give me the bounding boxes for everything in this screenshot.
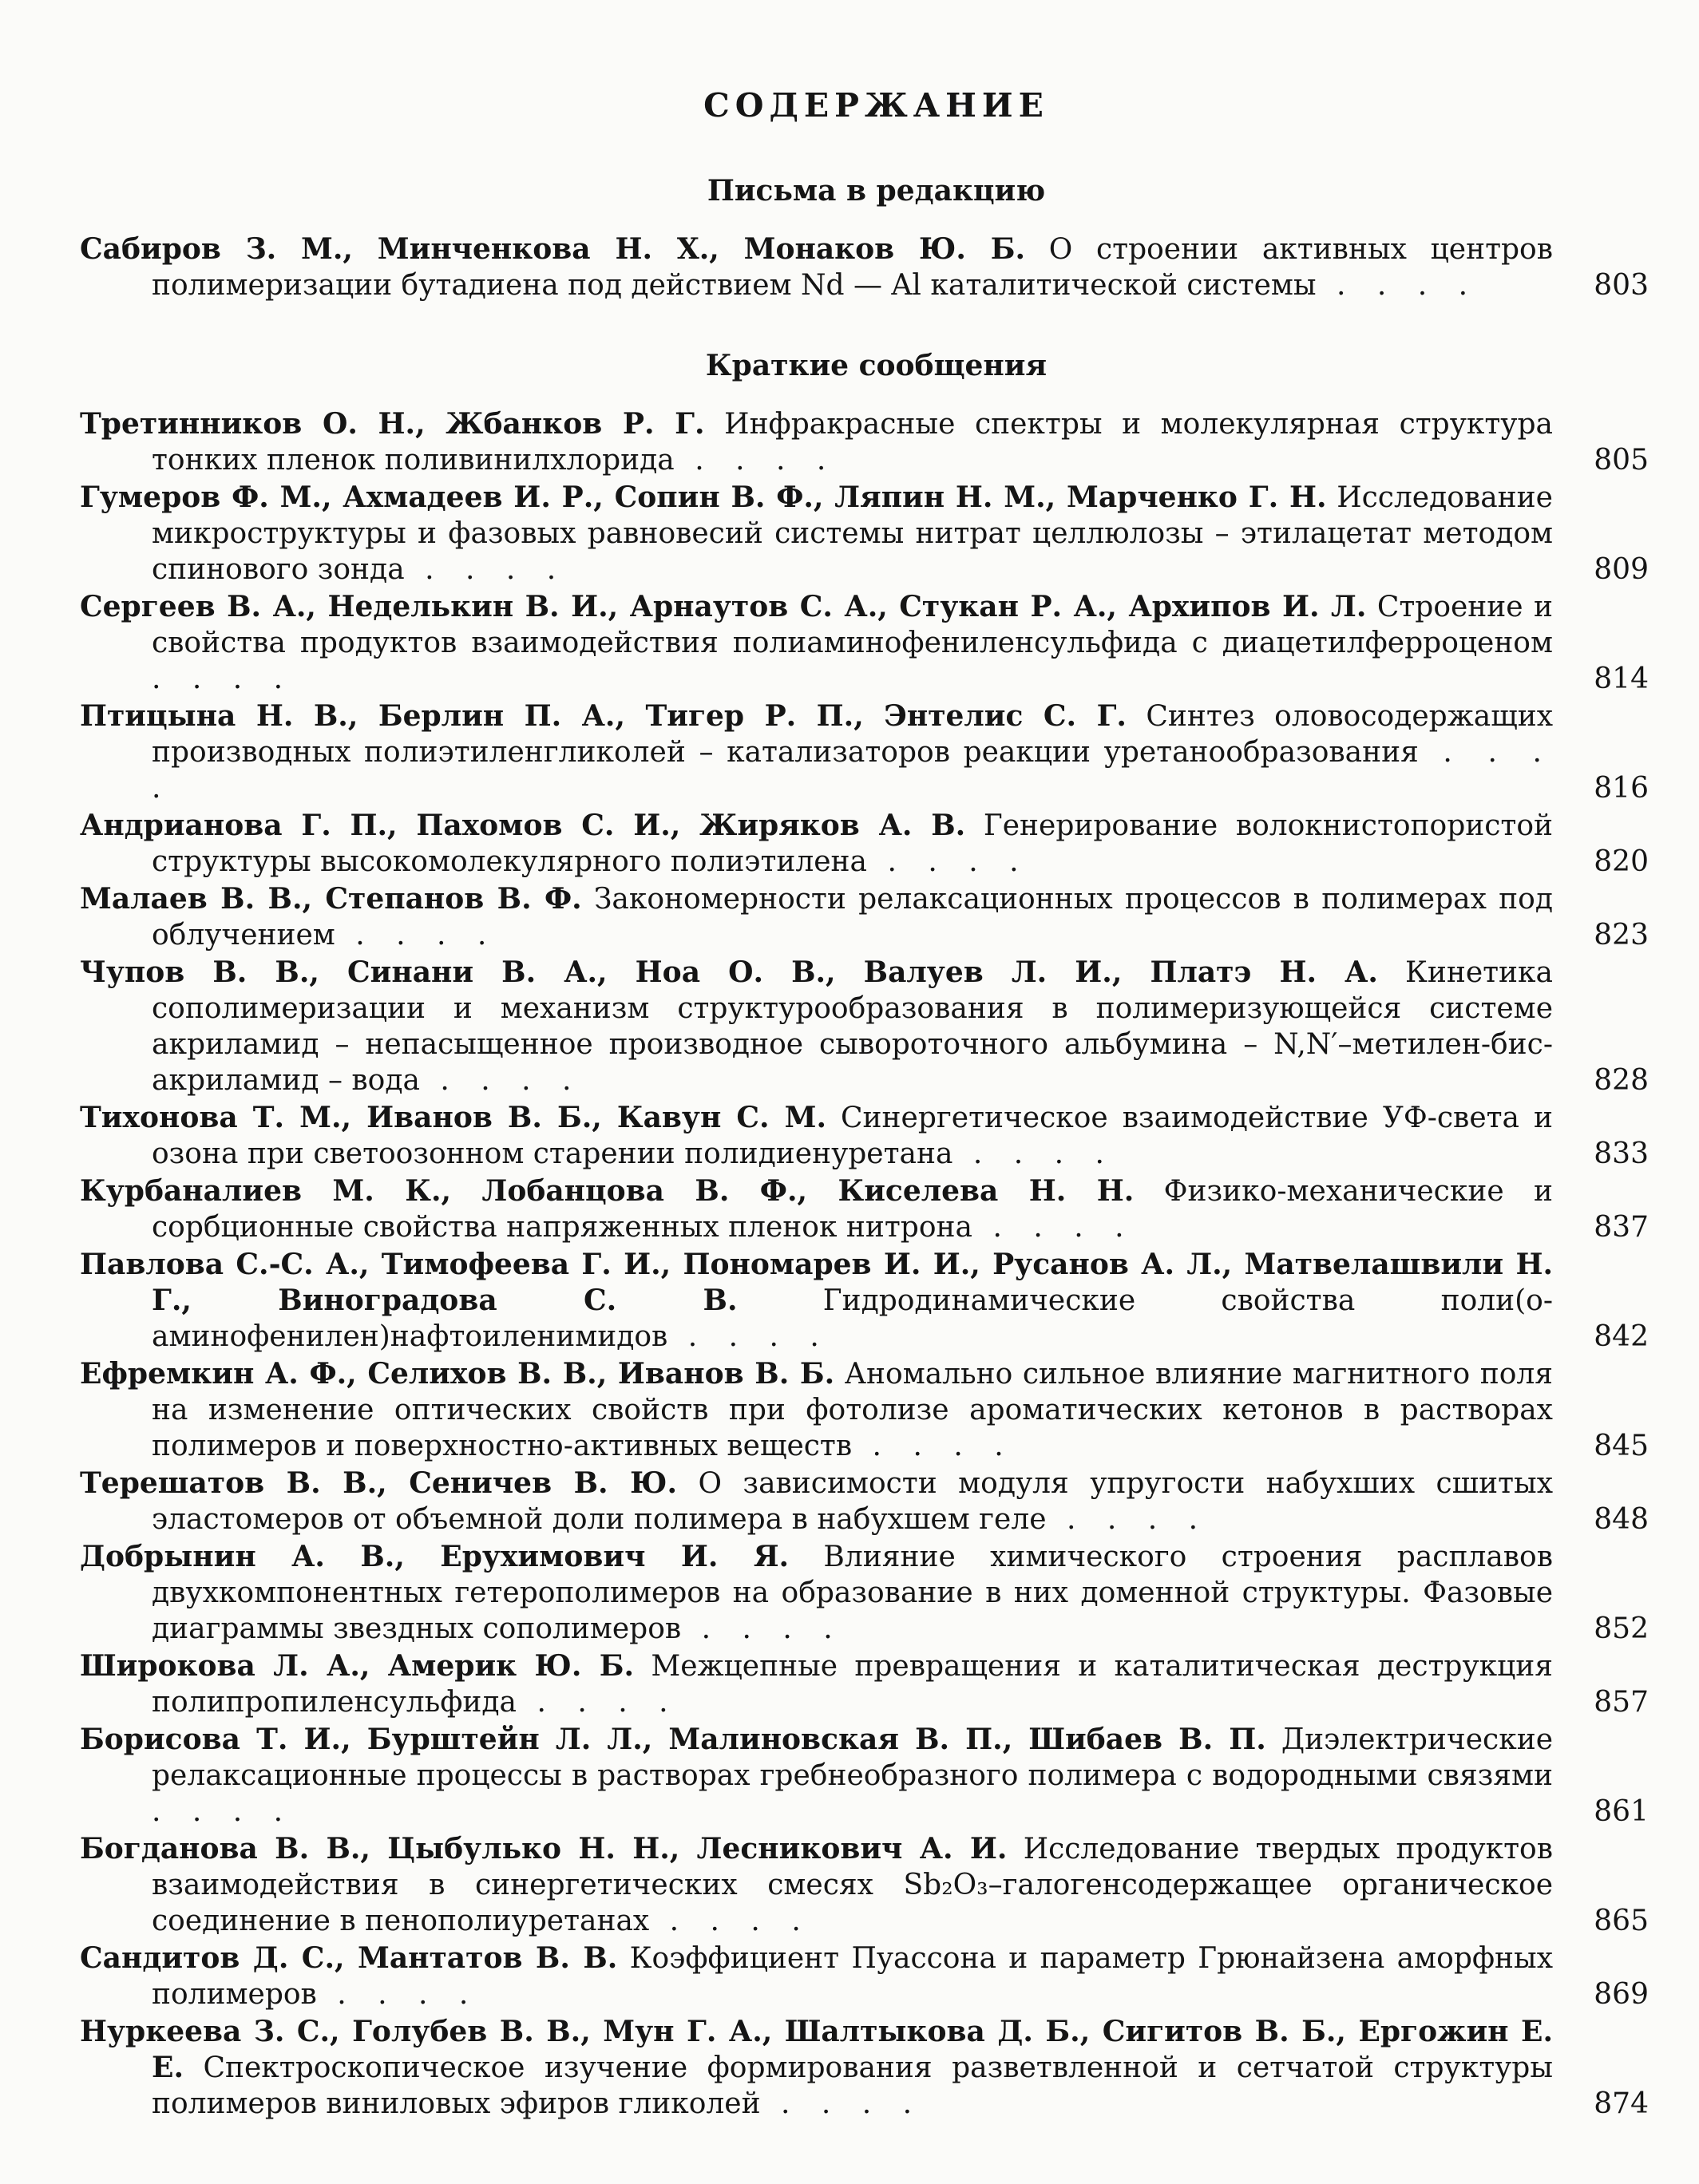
entry-text-block [80,1466,1553,1537]
contents-entry [80,406,1649,478]
contents-entry [80,1941,1649,2012]
entry-text-block [80,698,1553,806]
entry-title: Влияние химического строения расплавов двухкомпонентных гетерополимеров на образование в них доменной структуры. Фазовые диаграммы звездных сополимеров [152,1541,1553,1645]
dot-leader: . . . . [517,1686,679,1719]
contents-page [80,86,1649,2123]
entry-text-block [80,1356,1553,1464]
entry-title: Закономерности релаксационных процессов в полимерах под облучением [152,883,1553,952]
entry-page-number: 816 [1594,772,1649,805]
entry-page-number: 828 [1594,1064,1649,1097]
entry-title: Синергетическое взаимодействие УФ-света и озона при светоозонном старении полидиенуретана [152,1102,1553,1170]
contents-entry [80,1648,1649,1720]
entry-page-number: 809 [1594,553,1649,586]
entry-title: Коэффициент Пуассона и параметр Грюнайзена аморфных полимеров [152,1942,1553,2011]
entry-authors: Тихонова Т. М., Иванов В. Б., Кавун С. М. [80,1101,827,1134]
entry-title: Диэлектрические релаксационные процессы в растворах гребнеобразного полимера с водородными связями [152,1723,1553,1792]
entry-text-block [80,955,1553,1098]
entry-title: Межцепные превращения и каталитическая деструкция полипропиленсульфида [152,1650,1553,1719]
entry-page-number: 845 [1594,1430,1649,1462]
entry-page-number: 820 [1594,845,1649,878]
contents-entry [80,698,1649,806]
dot-leader: . . . . [681,1612,844,1645]
entry-text-block [80,480,1553,588]
entry-authors: Сандитов Д. С., Мантатов В. В. [80,1941,618,1975]
entry-page-number: 874 [1594,2087,1649,2120]
entry-authors: Павлова С.-С. А., Тимофеева Г. И., Пономарев И. И., Русанов А. Л., Матвелашвили Н. Г., Виноградова С. В. [80,1248,1553,1317]
dot-leader: . . . . [152,1795,295,1828]
entry-authors: Богданова В. В., Цыбулько Н. Н., Лесникович А. И. [80,1832,1008,1866]
dot-leader: . . . . [649,1905,812,1937]
contents-entry [80,808,1649,880]
dot-leader: . . . . [1046,1503,1210,1536]
entry-text-block [80,1247,1553,1355]
contents-entry [80,1100,1649,1172]
contents-entry [80,1539,1649,1647]
entry-text-block [80,589,1553,697]
entry-text-block [80,881,1553,953]
entry-title: Исследование микроструктуры и фазовых равновесий системы нитрат целлюлозы – этилацетат методом спинового зонда [152,481,1553,586]
entry-authors: Чупов В. В., Синани В. А., Ноа О. В., Валуев Л. И., Платэ Н. А. [80,956,1378,989]
entry-page-number: 837 [1594,1211,1649,1244]
entry-authors: Добрынин А. В., Ерухимович И. Я. [80,1540,790,1573]
entry-page-number: 865 [1594,1905,1649,1937]
page-title: СОДЕРЖАНИЕ [703,86,1049,125]
section-title: Краткие сообщения [705,349,1048,382]
dot-leader: . . . . [152,663,295,695]
entry-authors: Птицына Н. В., Берлин П. А., Тигер Р. П., Энтелис С. Г. [80,699,1127,733]
entry-page-number: 814 [1594,663,1649,695]
dot-leader: . . . . [972,1211,1135,1244]
entry-authors: Сабиров З. М., Минченкова Н. Х., Монаков Ю. Б. [80,232,1026,266]
entry-page-number: 833 [1594,1138,1649,1170]
entry-page-number: 842 [1594,1320,1649,1353]
contents-entry [80,1466,1649,1537]
dot-leader: . . . . [1316,269,1479,302]
contents-sections [80,174,1649,2122]
contents-entry [80,1356,1649,1464]
dot-leader: . . . . [867,845,1030,878]
contents-entry [80,1173,1649,1245]
entry-authors: Широкова Л. А., Америк Ю. Б. [80,1649,635,1683]
entry-title: Спектроскопическое изучение формирования разветвленной и сетчатой структуры полимеров виниловых эфиров гликолей [152,2051,1553,2120]
contents-entry [80,1722,1649,1830]
entry-title: О зависимости модуля упругости набухших сшитых эластомеров от объемной доли полимера в набухшем геле [152,1467,1554,1536]
entry-authors: Третинников О. Н., Жбанков Р. Г. [80,407,705,441]
entry-authors: Курбаналиев М. К., Лобанцова В. Ф., Киселева Н. Н. [80,1174,1135,1208]
dot-leader: . . . . [404,553,568,586]
entry-page-number: 861 [1594,1795,1649,1828]
dot-leader: . . . . [667,1320,830,1353]
entry-title: Исследование твердых продуктов взаимодействия в синергетических смесях Sb₂O₃–галогенсодержащее органическое соединение в пенополиуретанах [152,1833,1553,1937]
entry-title: Физико-механические и сорбционные свойства напряженных пленок нитрона [152,1175,1553,1244]
entry-page-number: 805 [1594,444,1649,477]
contents-entry [80,2014,1649,2122]
entry-title: Синтез оловосодержащих производных полиэтиленгликолей – катализаторов реакции уретанообразования [152,700,1554,769]
entry-text-block [80,808,1553,880]
entry-authors: Сергеев В. А., Неделькин В. И., Арнаутов С. А., Стукан Р. А., Архипов И. Л. [80,590,1367,623]
entry-authors: Малаев В. В., Степанов В. Ф. [80,882,582,916]
entry-text-block [80,1100,1553,1172]
entry-page-number: 848 [1594,1503,1649,1536]
dot-leader: . . . . [316,1978,480,2011]
dot-leader: . . . . [760,2087,924,2120]
entry-text-block [80,231,1553,303]
contents-entry [80,1247,1649,1355]
contents-entry [80,231,1649,303]
entry-title: Строение и свойства продуктов взаимодействия полиаминофениленсульфида с диацетилферроценом [152,591,1553,659]
contents-entry [80,480,1649,588]
contents-entry [80,955,1649,1098]
contents-entry [80,1831,1649,1939]
entry-text-block [80,1648,1553,1720]
entry-authors: Андрианова Г. П., Пахомов С. И., Жиряков А. В. [80,809,966,842]
entry-page-number: 857 [1594,1686,1649,1719]
dot-leader: . . . . [852,1430,1015,1462]
entry-text-block [80,1539,1553,1647]
entry-title: Кинетика сополимеризации и механизм структурообразования в полимеризующейся системе акриламид – непасыщенное производное сывороточного альбумина – N,N′–метилен-бис-акриламид – вода [152,956,1553,1097]
entry-text-block [80,1941,1553,2012]
entry-text-block [80,2014,1553,2122]
entry-text-block [80,406,1553,478]
entry-page-number: 852 [1594,1612,1649,1645]
entry-page-number: 803 [1594,269,1649,302]
entry-page-number: 869 [1594,1978,1649,2011]
dot-leader: . . . . [674,444,838,477]
section-title: Письма в редакцию [707,174,1046,208]
entry-text-block [80,1173,1553,1245]
dot-leader: . . . . [335,919,498,952]
entry-title: Аномально сильное влияние магнитного поля на изменение оптических свойств при фотолизе ароматических кетонов в растворах полимеров и поверхностно-активных веществ [152,1358,1553,1462]
entry-authors: Ефремкин А. Ф., Селихов В. В., Иванов В. Б. [80,1357,835,1391]
entry-text-block [80,1722,1553,1830]
contents-entry [80,589,1649,697]
entry-text-block [80,1831,1553,1939]
entry-authors: Терешатов В. В., Сеничев В. Ю. [80,1466,677,1500]
entry-page-number: 823 [1594,919,1649,952]
entry-authors: Борисова Т. И., Бурштейн Л. Л., Малиновская В. П., Шибаев В. П. [80,1723,1266,1756]
entry-title: О строении активных центров полимеризации бутадиена под действием Nd — Al каталитической системы [152,233,1553,302]
entry-title: Инфракрасные спектры и молекулярная структура тонких пленок поливинилхлорида [152,408,1553,477]
entry-title: Генерирование волокнистопористой структуры высокомолекулярного полиэтилена [152,809,1553,878]
dot-leader: . . . . [952,1138,1115,1170]
entry-title: Гидродинамические свойства поли(о-аминофенилен)нафтоиленимидов [152,1284,1553,1353]
contents-entry [80,881,1649,953]
dot-leader: . . . . [419,1064,583,1097]
entry-authors: Гумеров Ф. М., Ахмадеев И. Р., Сопин В. Ф., Ляпин Н. М., Марченко Г. Н. [80,481,1327,514]
entry-authors: Нуркеева З. С., Голубев В. В., Мун Г. А., Шалтыкова Д. Б., Сигитов В. Б., Ергожин Е. Е. [80,2015,1553,2084]
dot-leader: . . . . [152,736,1553,805]
